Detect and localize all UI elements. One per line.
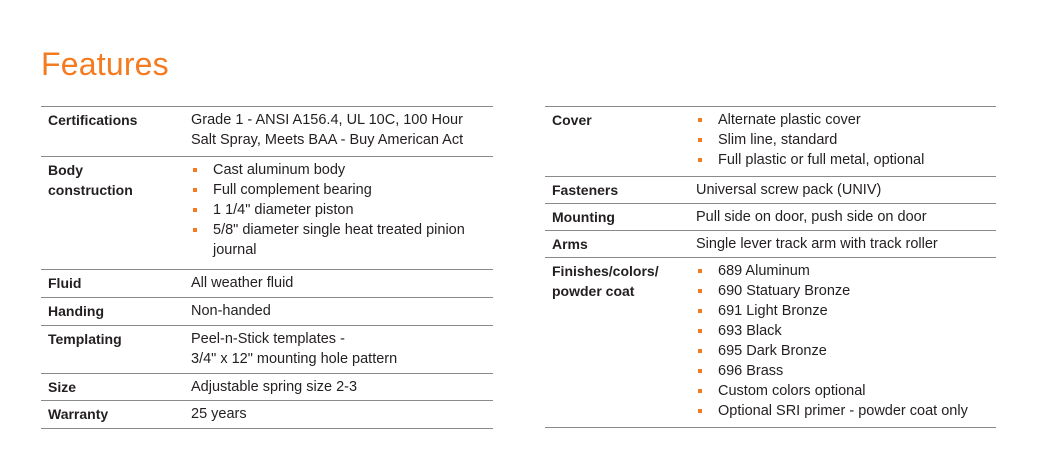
row-value xyxy=(191,160,493,266)
list-item-text: Optional SRI primer - powder coat only xyxy=(718,403,968,419)
row-value: Pull side on door, push side on door xyxy=(696,209,927,225)
table-row xyxy=(545,204,996,231)
row-label: Handing xyxy=(48,303,104,319)
list-item-text: 689 Aluminum xyxy=(718,263,810,279)
features-table-left xyxy=(41,106,493,429)
page-title: Features xyxy=(41,46,169,82)
bullet-icon xyxy=(698,138,702,142)
table-row xyxy=(41,374,493,401)
list-item-text: Slim line, standard xyxy=(718,132,838,148)
list-item-text: 690 Statuary Bronze xyxy=(718,283,851,299)
list-item xyxy=(696,401,990,421)
bullet-icon xyxy=(698,158,702,162)
row-label-text: Body construction xyxy=(48,162,133,198)
list-item xyxy=(191,160,487,180)
table-row xyxy=(41,107,493,157)
row-label: Warranty xyxy=(48,406,109,422)
bullet-icon xyxy=(698,369,702,373)
table-row xyxy=(41,270,493,298)
row-value: Adjustable spring size 2-3 xyxy=(191,379,358,395)
bullet-icon xyxy=(193,168,197,172)
row-label xyxy=(41,160,191,266)
bullet-icon xyxy=(698,349,702,353)
bullet-icon xyxy=(698,118,702,122)
row-label: Arms xyxy=(552,236,588,252)
row-label: Mounting xyxy=(552,209,615,225)
row-value: Grade 1 - ANSI A156.4, UL 10C, 100 Hour Salt Spray, Meets BAA - Buy American Act xyxy=(191,112,464,148)
row-value xyxy=(696,110,996,173)
list-item-text: 693 Black xyxy=(718,323,782,339)
row-label: Fluid xyxy=(48,275,82,291)
row-label: Size xyxy=(48,379,77,395)
table-row xyxy=(545,177,996,204)
list-item-text: 695 Dark Bronze xyxy=(718,343,827,359)
row-value: Single lever track arm with track roller xyxy=(696,236,938,252)
row-label: Templating xyxy=(48,331,122,347)
list-item-text: Alternate plastic cover xyxy=(718,112,861,128)
list-item xyxy=(191,220,487,260)
bullet-icon xyxy=(193,188,197,192)
row-value: Universal screw pack (UNIV) xyxy=(696,182,882,198)
bullet-icon xyxy=(698,269,702,273)
list-item xyxy=(696,361,990,381)
row-label xyxy=(545,261,696,424)
list-item-text: 696 Brass xyxy=(718,363,784,379)
list-item-text: Custom colors optional xyxy=(718,383,866,399)
table-row xyxy=(41,326,493,374)
bullet-icon xyxy=(193,208,197,212)
list-item xyxy=(696,110,990,130)
row-label-text: Finishes/colors/ powder coat xyxy=(552,263,659,299)
bullet-icon xyxy=(698,309,702,313)
list-item xyxy=(696,130,990,150)
bullet-list xyxy=(191,160,487,260)
list-item xyxy=(696,381,990,401)
bullet-icon xyxy=(698,329,702,333)
list-item xyxy=(191,200,487,220)
list-item xyxy=(696,321,990,341)
row-value: Non-handed xyxy=(191,303,271,319)
table-row xyxy=(545,258,996,428)
list-item-text: 691 Light Bronze xyxy=(718,303,828,319)
list-item xyxy=(696,261,990,281)
table-row xyxy=(41,157,493,270)
table-row xyxy=(545,107,996,177)
row-value xyxy=(191,329,493,370)
table-row xyxy=(545,231,996,258)
bullet-list xyxy=(696,110,990,170)
list-item-text: Full plastic or full metal, optional xyxy=(718,152,925,168)
value-line: Peel-n-Stick templates - xyxy=(191,331,345,347)
list-item xyxy=(696,301,990,321)
list-item xyxy=(696,341,990,361)
list-item xyxy=(696,281,990,301)
bullet-icon xyxy=(193,228,197,232)
row-label: Fasteners xyxy=(552,182,619,198)
bullet-icon xyxy=(698,389,702,393)
bullet-list xyxy=(696,261,990,421)
list-item xyxy=(696,150,990,170)
row-label: Cover xyxy=(552,112,592,128)
value-line: 3/4" x 12" mounting hole pattern xyxy=(191,351,398,367)
row-value xyxy=(696,261,996,424)
table-row xyxy=(41,298,493,326)
list-item-text: 1 1/4" diameter piston xyxy=(213,202,354,218)
features-table-right xyxy=(545,106,996,428)
table-row xyxy=(41,401,493,429)
row-value: 25 years xyxy=(191,406,247,422)
list-item xyxy=(191,180,487,200)
row-label: Certifications xyxy=(48,112,138,128)
list-item-text: Cast aluminum body xyxy=(213,162,346,178)
bullet-icon xyxy=(698,409,702,413)
row-value: All weather fluid xyxy=(191,275,294,291)
list-item-text: Full complement bearing xyxy=(213,182,372,198)
bullet-icon xyxy=(698,289,702,293)
list-item-text: 5/8" diameter single heat treated pinion journal xyxy=(213,222,465,258)
